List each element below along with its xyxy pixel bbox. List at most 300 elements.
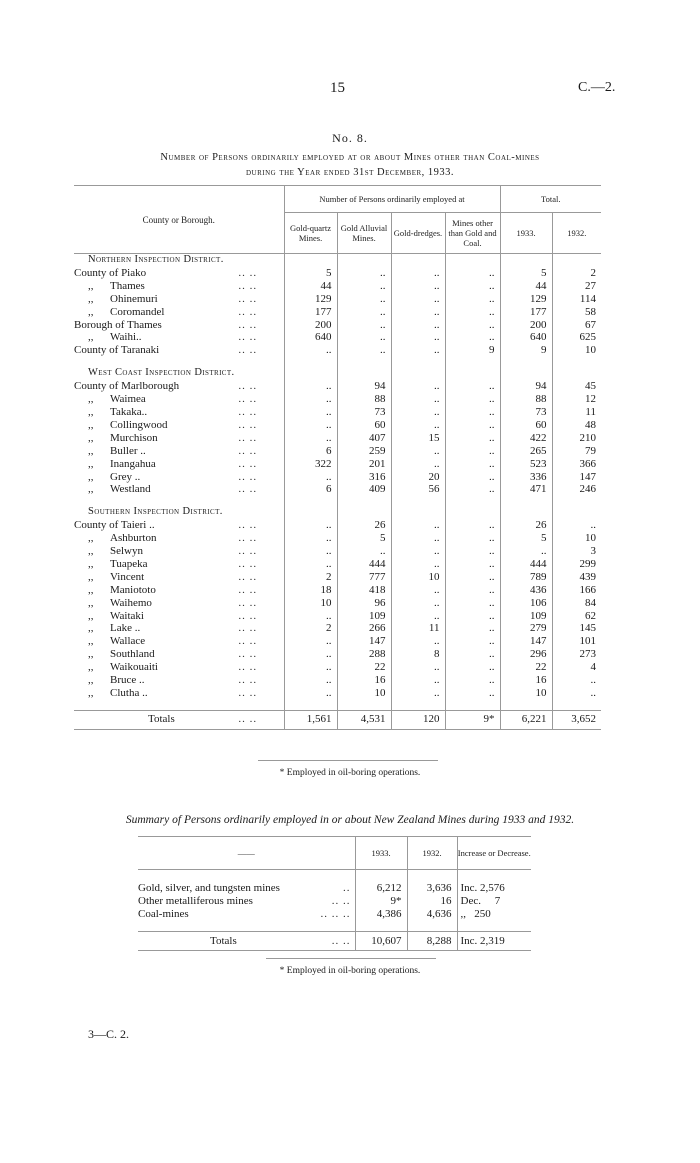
county-name: Grey .. — [110, 470, 141, 483]
county-name-cell — [74, 280, 212, 293]
spacer-cell — [337, 700, 391, 711]
employment-table — [74, 185, 601, 730]
county-name-cell — [74, 293, 212, 306]
summary-spacer — [138, 921, 531, 932]
summary-label: Gold, silver, and tungsten mines — [138, 882, 280, 894]
gold-alluvial-value: 777 — [337, 571, 391, 584]
county-name: Waihi.. — [110, 331, 142, 344]
leader-dots: .. .. — [238, 292, 258, 305]
total-1932-value: .. — [552, 687, 601, 700]
spacer-cell — [552, 700, 601, 711]
leader-dots: .. .. — [238, 648, 258, 661]
footnote-rule — [258, 760, 438, 761]
table-row — [74, 445, 601, 458]
gold-dredges-value: .. — [391, 393, 445, 406]
gold-alluvial-value: 444 — [337, 558, 391, 571]
leader-dots: .. .. — [238, 393, 258, 406]
leader-dots: .. .. — [331, 895, 351, 907]
gold-quartz-value: .. — [284, 648, 337, 661]
gold-alluvial-value: .. — [337, 545, 391, 558]
empty-cell — [445, 367, 500, 380]
col-other-mines-header: Mines other than Gold and Coal. — [445, 213, 500, 254]
footnote-2-rule — [266, 958, 436, 959]
spacer-cell — [391, 700, 445, 711]
group-header: Number of Persons ordinarily employed at — [284, 186, 500, 213]
spacer-cell — [445, 496, 500, 506]
county-prefix: ,, — [88, 393, 94, 406]
leader-dots: .. .. — [293, 932, 355, 951]
total-gold-quartz: 1,561 — [284, 710, 337, 729]
table-row — [74, 545, 601, 558]
gold-quartz-value: .. — [284, 432, 337, 445]
total-1933-value: 5 — [500, 267, 552, 280]
leader-dots: .. .. — [238, 405, 258, 418]
gold-dredges-value: .. — [391, 674, 445, 687]
county-name-cell — [74, 331, 212, 344]
county-prefix: ,, — [88, 648, 94, 661]
other-mines-value: .. — [445, 471, 500, 484]
gold-alluvial-value: 109 — [337, 610, 391, 623]
leader-dots: .. .. — [238, 622, 258, 635]
county-prefix: ,, — [88, 444, 94, 457]
leader-dots: .. .. — [238, 483, 258, 496]
table-row — [74, 344, 601, 357]
county-name-cell — [74, 319, 212, 332]
total-1933-value: 16 — [500, 674, 552, 687]
total-1933-value: 279 — [500, 622, 552, 635]
leader-dots: .. .. — [238, 431, 258, 444]
gold-alluvial-value: 288 — [337, 648, 391, 661]
gold-alluvial-value: 96 — [337, 597, 391, 610]
total-1933-value: 22 — [500, 661, 552, 674]
leader-dots: .. .. — [212, 710, 284, 729]
county-name-cell — [74, 393, 212, 406]
summary-col-blank: —— — [237, 848, 255, 858]
total-1932-value: 625 — [552, 331, 601, 344]
county-name: Waitaki — [110, 609, 144, 622]
total-1933-value: 106 — [500, 597, 552, 610]
gold-quartz-value: .. — [284, 532, 337, 545]
other-mines-value: .. — [445, 445, 500, 458]
total-1933-value: 10 — [500, 687, 552, 700]
table-row — [74, 419, 601, 432]
leader-dots: .. .. — [238, 444, 258, 457]
summary-change-value: Dec. 7 — [457, 895, 531, 908]
gold-dredges-value: .. — [391, 267, 445, 280]
table-row — [74, 483, 601, 496]
gold-quartz-value: 322 — [284, 458, 337, 471]
spacer-cell — [457, 870, 531, 883]
gold-dredges-value: .. — [391, 293, 445, 306]
county-prefix: ,, — [88, 457, 94, 470]
county-name: Selwyn — [110, 545, 143, 558]
table-row — [74, 319, 601, 332]
paper-reference: C.—2. — [578, 80, 616, 95]
gold-alluvial-value: 316 — [337, 471, 391, 484]
table-row — [74, 674, 601, 687]
county-prefix: ,, — [88, 431, 94, 444]
leader-dots: .. .. — [238, 470, 258, 483]
page-number: 15 — [330, 80, 345, 96]
total-1933-value: 26 — [500, 519, 552, 532]
gold-dredges-value: .. — [391, 584, 445, 597]
county-prefix: ,, — [88, 661, 94, 674]
totals-row — [74, 710, 601, 729]
gold-dredges-value: .. — [391, 306, 445, 319]
total-1933-value: 177 — [500, 306, 552, 319]
county-name: Bruce .. — [110, 674, 145, 687]
gold-quartz-value: .. — [284, 661, 337, 674]
total-1932-value: 62 — [552, 610, 601, 623]
leader-dots: .. .. — [238, 532, 258, 545]
total-gold-dredges: 120 — [391, 710, 445, 729]
empty-cell — [500, 254, 552, 267]
table-row — [74, 280, 601, 293]
county-name-cell — [74, 661, 212, 674]
gold-quartz-value: 129 — [284, 293, 337, 306]
total-1932-value: 114 — [552, 293, 601, 306]
county-name-cell — [74, 648, 212, 661]
gold-dredges-value: .. — [391, 610, 445, 623]
empty-cell — [284, 506, 337, 519]
col-gold-alluvial-header: Gold Alluvial Mines. — [337, 213, 391, 254]
total-1932-value: 45 — [552, 380, 601, 393]
summary-row — [138, 895, 531, 908]
total-1933-value: 44 — [500, 280, 552, 293]
other-mines-value: .. — [445, 432, 500, 445]
county-prefix: ,, — [88, 305, 94, 318]
total-1933-value: 422 — [500, 432, 552, 445]
empty-cell — [552, 367, 601, 380]
county-name: Collingwood — [110, 418, 168, 431]
county-name: Murchison — [110, 431, 158, 444]
gold-dredges-value: .. — [391, 687, 445, 700]
empty-cell — [552, 254, 601, 267]
county-name: Taranaki — [120, 344, 160, 357]
summary-change-value: ,, 250 — [457, 908, 531, 921]
gold-alluvial-value: 409 — [337, 483, 391, 496]
gold-dredges-value: 56 — [391, 483, 445, 496]
gold-alluvial-value: 147 — [337, 635, 391, 648]
county-prefix: ,, — [88, 674, 94, 687]
table-row — [74, 458, 601, 471]
county-prefix: ,, — [88, 583, 94, 596]
county-name: Taieri .. — [120, 519, 155, 532]
spacer-cell — [74, 357, 284, 367]
gold-quartz-value: .. — [284, 380, 337, 393]
county-prefix: County of — [74, 519, 119, 532]
gold-alluvial-value: .. — [337, 306, 391, 319]
total-1932-value: 166 — [552, 584, 601, 597]
leader-dots: .. — [343, 882, 351, 894]
gold-dredges-value: 15 — [391, 432, 445, 445]
county-name-cell — [74, 432, 212, 445]
summary-title: Summary of Persons ordinarily employed in or about New Zealand Mines during 1933 and 1932. — [125, 814, 575, 826]
total-1933-value: 444 — [500, 558, 552, 571]
county-name: Waihemo — [110, 596, 152, 609]
other-mines-value: .. — [445, 674, 500, 687]
gold-quartz-value: 640 — [284, 331, 337, 344]
gold-dredges-value: 8 — [391, 648, 445, 661]
gold-quartz-value: 18 — [284, 584, 337, 597]
total-1932-value: 3 — [552, 545, 601, 558]
total-1932-value: 67 — [552, 319, 601, 332]
county-prefix: ,, — [88, 470, 94, 483]
gold-quartz-value: 2 — [284, 571, 337, 584]
total-1933-value: 73 — [500, 406, 552, 419]
other-mines-value: .. — [445, 597, 500, 610]
county-name: Ohinemuri — [110, 292, 158, 305]
empty-cell — [337, 254, 391, 267]
section-spacer — [74, 700, 601, 711]
other-mines-value: .. — [445, 293, 500, 306]
spacer-cell — [500, 357, 552, 367]
gold-alluvial-value: 26 — [337, 519, 391, 532]
gold-quartz-value: .. — [284, 519, 337, 532]
total-1932-value: 299 — [552, 558, 601, 571]
county-name: Vincent — [110, 570, 145, 583]
gold-quartz-value: 2 — [284, 622, 337, 635]
table-row — [74, 610, 601, 623]
county-prefix: County of — [74, 380, 119, 393]
other-mines-value: .. — [445, 558, 500, 571]
other-mines-value: .. — [445, 267, 500, 280]
county-name: Coromandel — [110, 305, 165, 318]
other-mines-value: .. — [445, 406, 500, 419]
table-row — [74, 661, 601, 674]
footnote: * Employed in oil-boring operations. — [279, 768, 421, 778]
gold-alluvial-value: 10 — [337, 687, 391, 700]
gold-alluvial-value: 418 — [337, 584, 391, 597]
col-county-header: County or Borough. — [74, 186, 284, 254]
leader-dots: .. .. — [238, 545, 258, 558]
table-row — [74, 293, 601, 306]
gold-alluvial-value: .. — [337, 267, 391, 280]
gold-dredges-value: .. — [391, 661, 445, 674]
county-name: Lake .. — [110, 622, 141, 635]
gold-dredges-value: .. — [391, 419, 445, 432]
county-name: Thames — [126, 318, 162, 331]
total-1933-value: 640 — [500, 331, 552, 344]
county-name-cell — [74, 445, 212, 458]
other-mines-value: .. — [445, 419, 500, 432]
summary-total-1933: 10,607 — [355, 932, 407, 951]
gold-alluvial-value: 22 — [337, 661, 391, 674]
page-signature: 3—C. 2. — [88, 1027, 130, 1041]
spacer-cell — [500, 700, 552, 711]
spacer-cell — [138, 870, 355, 883]
leader-dots: .. .. — [238, 570, 258, 583]
gold-quartz-value: .. — [284, 674, 337, 687]
county-prefix: ,, — [88, 545, 94, 558]
county-name: Thames — [110, 279, 145, 292]
section-heading-row — [74, 367, 601, 380]
county-name: Wallace — [110, 635, 146, 648]
total-1932-value: .. — [552, 674, 601, 687]
total-1932-value: 11 — [552, 406, 601, 419]
leader-dots: .. .. — [238, 557, 258, 570]
spacer-cell — [355, 870, 407, 883]
table-row — [74, 687, 601, 700]
leader-dots: .. .. — [238, 266, 258, 279]
gold-dredges-value: .. — [391, 635, 445, 648]
county-name: Clutha .. — [110, 687, 148, 699]
table-title — [60, 150, 640, 180]
county-name-cell — [74, 344, 212, 357]
total-other-mines: 9* — [445, 710, 500, 729]
other-mines-value: .. — [445, 458, 500, 471]
total-1932-value: 4 — [552, 661, 601, 674]
gold-dredges-value: .. — [391, 380, 445, 393]
section-heading-row — [74, 506, 601, 519]
county-name: Takaka.. — [110, 405, 148, 418]
total-1932-value: 48 — [552, 419, 601, 432]
leader-dots: .. .. .. — [320, 908, 351, 920]
county-name: Inangahua — [110, 457, 156, 470]
table-title-line-2: during the Year ended 31st December, 1933. — [245, 167, 455, 178]
spacer-cell — [284, 496, 337, 506]
table-row — [74, 519, 601, 532]
empty-cell — [552, 506, 601, 519]
empty-cell — [445, 254, 500, 267]
table-title-line-1: Number of Persons ordinarily employed at or about Mines other than Coal-mines — [160, 152, 540, 163]
leader-dots: .. .. — [238, 596, 258, 609]
summary-1933-value: 4,386 — [355, 908, 407, 921]
other-mines-value: .. — [445, 483, 500, 496]
county-prefix: ,, — [88, 483, 94, 496]
total-1933-value: 94 — [500, 380, 552, 393]
section-heading-row — [74, 254, 601, 267]
county-prefix: ,, — [88, 609, 94, 622]
summary-row — [138, 908, 531, 921]
spacer-cell — [138, 921, 355, 932]
total-1932-value: 101 — [552, 635, 601, 648]
county-prefix: ,, — [88, 279, 94, 292]
total-1933-value: 9 — [500, 344, 552, 357]
empty-cell — [284, 254, 337, 267]
empty-cell — [337, 367, 391, 380]
gold-dredges-value: .. — [391, 280, 445, 293]
section-spacer — [74, 496, 601, 506]
county-name-cell — [74, 635, 212, 648]
county-name-cell — [74, 306, 212, 319]
total-1933-value: 88 — [500, 393, 552, 406]
table-row — [74, 306, 601, 319]
county-name: Marlborough — [121, 380, 180, 393]
spacer-cell — [284, 700, 337, 711]
other-mines-value: .. — [445, 331, 500, 344]
spacer-cell — [337, 357, 391, 367]
leader-dots: .. .. — [238, 457, 258, 470]
employment-table-body — [74, 254, 601, 730]
summary-1932-value: 16 — [407, 895, 457, 908]
gold-quartz-value: .. — [284, 419, 337, 432]
gold-dredges-value: .. — [391, 331, 445, 344]
county-name-cell — [74, 558, 212, 571]
county-name: Westland — [110, 483, 151, 496]
county-prefix: ,, — [88, 405, 94, 418]
other-mines-value: .. — [445, 687, 500, 700]
total-header: Total. — [500, 186, 601, 213]
gold-alluvial-value: .. — [337, 293, 391, 306]
other-mines-value: 9 — [445, 344, 500, 357]
spacer-cell — [552, 357, 601, 367]
table-row — [74, 432, 601, 445]
gold-dredges-value: .. — [391, 597, 445, 610]
gold-dredges-value: .. — [391, 445, 445, 458]
gold-alluvial-value: 5 — [337, 532, 391, 545]
empty-cell — [500, 367, 552, 380]
county-prefix: Borough of — [74, 318, 125, 331]
other-mines-value: .. — [445, 319, 500, 332]
gold-alluvial-value: 94 — [337, 380, 391, 393]
section-heading: West Coast Inspection District. — [88, 367, 235, 379]
summary-1933-value: 9* — [355, 895, 407, 908]
county-name-cell — [74, 519, 212, 532]
total-1932: 3,652 — [552, 710, 601, 729]
summary-table-body — [138, 870, 531, 951]
county-prefix: ,, — [88, 687, 94, 699]
empty-cell — [391, 254, 445, 267]
other-mines-value: .. — [445, 545, 500, 558]
gold-alluvial-value: 60 — [337, 419, 391, 432]
table-row — [74, 571, 601, 584]
summary-change-value: Inc. 2,576 — [457, 882, 531, 895]
gold-alluvial-value: 407 — [337, 432, 391, 445]
county-prefix: ,, — [88, 635, 94, 648]
county-prefix: ,, — [88, 570, 94, 583]
total-1932-value: 10 — [552, 344, 601, 357]
county-name: Ashburton — [110, 532, 157, 545]
county-name-cell — [74, 471, 212, 484]
leader-dots: .. .. — [238, 635, 258, 648]
table-row — [74, 331, 601, 344]
total-1932-value: .. — [552, 519, 601, 532]
table-row — [74, 584, 601, 597]
table-row — [74, 648, 601, 661]
gold-quartz-value: 6 — [284, 483, 337, 496]
county-prefix: ,, — [88, 532, 94, 545]
total-1932-value: 79 — [552, 445, 601, 458]
total-1932-value: 366 — [552, 458, 601, 471]
county-name-cell — [74, 674, 212, 687]
summary-totals-label: Totals — [138, 932, 293, 951]
gold-quartz-value: .. — [284, 545, 337, 558]
table-row — [74, 471, 601, 484]
gold-alluvial-value: .. — [337, 344, 391, 357]
table-row — [74, 558, 601, 571]
gold-dredges-value: .. — [391, 532, 445, 545]
county-name-cell — [74, 545, 212, 558]
col-gold-quartz-header: Gold-quartz Mines. — [284, 213, 337, 254]
gold-quartz-value: .. — [284, 471, 337, 484]
gold-quartz-value: .. — [284, 406, 337, 419]
other-mines-value: .. — [445, 393, 500, 406]
leader-dots: .. .. — [238, 609, 258, 622]
gold-quartz-value: .. — [284, 344, 337, 357]
section-heading: Southern Inspection District. — [88, 506, 223, 518]
gold-quartz-value: .. — [284, 558, 337, 571]
leader-dots: .. .. — [238, 344, 258, 357]
spacer-cell — [457, 921, 531, 932]
county-name: Tuapeka — [110, 557, 148, 570]
totals-label: Totals — [74, 710, 212, 729]
gold-alluvial-value: 16 — [337, 674, 391, 687]
county-name: Waikouaiti — [110, 661, 158, 674]
leader-dots: .. .. — [238, 583, 258, 596]
spacer-cell — [74, 700, 284, 711]
spacer-cell — [445, 700, 500, 711]
